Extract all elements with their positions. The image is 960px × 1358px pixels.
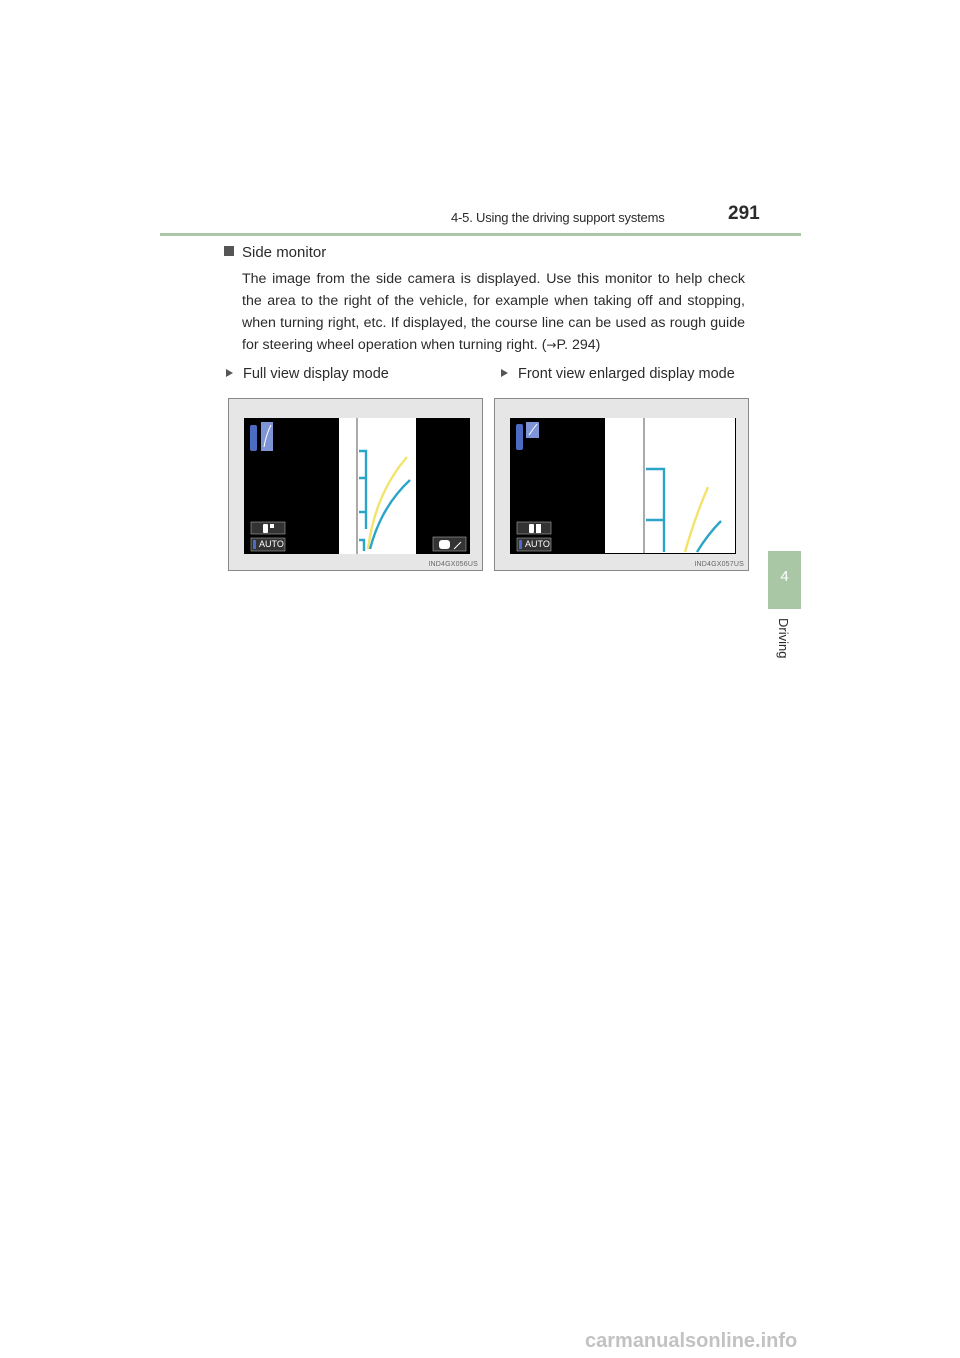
mode-label-text: Full view display mode (243, 366, 389, 382)
mode-label-full-view (226, 366, 389, 382)
vehicle-icon (250, 422, 273, 451)
auto-button[interactable]: AUTO (259, 539, 284, 549)
mode-label-front-view (501, 366, 735, 382)
page-number: 291 (728, 203, 760, 224)
figure-code: IND4GX057US (694, 561, 744, 568)
header-divider (160, 233, 801, 236)
chapter-label: Driving (776, 618, 791, 659)
body-text-main: The image from the side camera is displayed. Use this monitor to help check the area to the right of the vehicle, for example when taking off and stopping, when turning right, etc. If displayed, the course line can be used as rough guide for steering wheel operation when turning right. ( (242, 271, 745, 353)
mode-label-text: Front view enlarged display mode (518, 366, 735, 382)
header-section-title: 4-5. Using the driving support systems (451, 210, 665, 225)
section-heading (224, 244, 326, 261)
page-reference-link[interactable]: P. 294 (556, 337, 596, 353)
chapter-tab[interactable]: 4 (768, 551, 801, 609)
camera-position-icon (251, 522, 285, 534)
section-body (242, 268, 745, 356)
triangle-bullet-icon (226, 369, 233, 377)
square-bullet-icon (224, 246, 234, 256)
body-text-close: ) (595, 337, 601, 353)
triangle-bullet-icon (501, 369, 508, 377)
view-switch-icon (433, 537, 466, 551)
figure-code: IND4GX056US (428, 561, 478, 568)
figure-full-view (228, 398, 483, 571)
camera-position-icon (517, 522, 551, 534)
section-heading-text: Side monitor (242, 244, 327, 261)
reference-arrow-icon: → (546, 338, 557, 352)
auto-button[interactable]: AUTO (525, 539, 550, 549)
figure-front-view (494, 398, 749, 571)
watermark: carmanualsonline.info (585, 1330, 798, 1352)
